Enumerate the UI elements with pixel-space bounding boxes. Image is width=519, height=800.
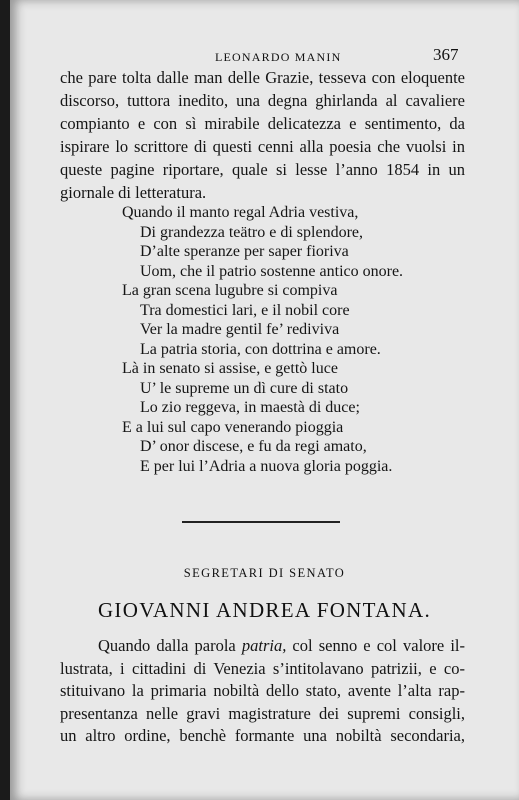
closing-paragraph xyxy=(60,635,465,748)
verse-line: U’ le supreme un dì cure di stato xyxy=(140,379,349,397)
verse-line: Là in senato si assise, e gettò luce xyxy=(122,360,338,377)
verse-line: Lo zio reggeva, in maestà di duce; xyxy=(140,399,360,416)
verse-line: Di grandezza teätro e di splendore, xyxy=(140,223,364,241)
verse-line: Uom, che il patrio sostenne antico onore. xyxy=(140,262,404,280)
closing-line: lustrata, i cittadini di Venezia s’intitolavano patrizii, e co- xyxy=(60,658,465,678)
verse-line: D’alte speranze per saper fioriva xyxy=(140,243,349,260)
verse-line: E a lui sul capo venerando pioggia xyxy=(122,418,344,436)
intro-line: giornale di letteratura. xyxy=(60,183,207,202)
book-page xyxy=(10,0,519,800)
closing-line: Quando dalla parola patria, col senno e col valore il- xyxy=(98,636,465,655)
section-label: SEGRETARI DI SENATO xyxy=(183,566,346,580)
intro-line: che pare tolta dalle man delle Grazie, tesseva con eloquente xyxy=(60,68,465,87)
intro-paragraph xyxy=(60,66,465,204)
running-title: LEONARDO MANIN xyxy=(215,50,342,64)
intro-line: ispirare lo scrittore di questi cenni alla poesia che vuolsi in xyxy=(60,137,465,156)
page-number: 367 xyxy=(433,45,459,64)
closing-line: stituivano la primaria nobiltà dello stato, avente l’alta rap- xyxy=(60,681,465,700)
intro-line: queste pagine riportare, quale si lesse l’anno 1854 in un xyxy=(60,160,465,179)
sonnet xyxy=(122,203,442,476)
closing-line: un altro ordine, benchè formante una nobiltà secondaria, xyxy=(60,726,465,745)
intro-line: discorso, tuttora inedito, una degna ghirlanda al cavaliere xyxy=(60,91,465,110)
intro-line: compianto e con sì mirabile delicatezza e sentimento, da xyxy=(60,114,465,133)
verse-line: E per lui l’Adria a nuova gloria poggia. xyxy=(140,457,393,475)
section-divider xyxy=(182,521,340,523)
section-heading: GIOVANNI ANDREA FONTANA. xyxy=(97,598,432,622)
verse-line: Ver la madre gentil fe’ rediviva xyxy=(140,321,340,338)
verse-line: Tra domestici lari, e il nobil core xyxy=(140,301,350,319)
verse-line: Quando il manto regal Adria vestiva, xyxy=(122,204,359,221)
italic-word: patria, xyxy=(241,636,287,655)
verse-line: La gran scena lugubre si compiva xyxy=(122,282,338,299)
verse-line: La patria storia, con dottrina e amore. xyxy=(140,340,381,358)
closing-line: presentanza nelle gravi magistrature dei supremi consigli, xyxy=(60,703,465,723)
verse-line: D’ onor discese, e fu da regi amato, xyxy=(140,438,367,455)
